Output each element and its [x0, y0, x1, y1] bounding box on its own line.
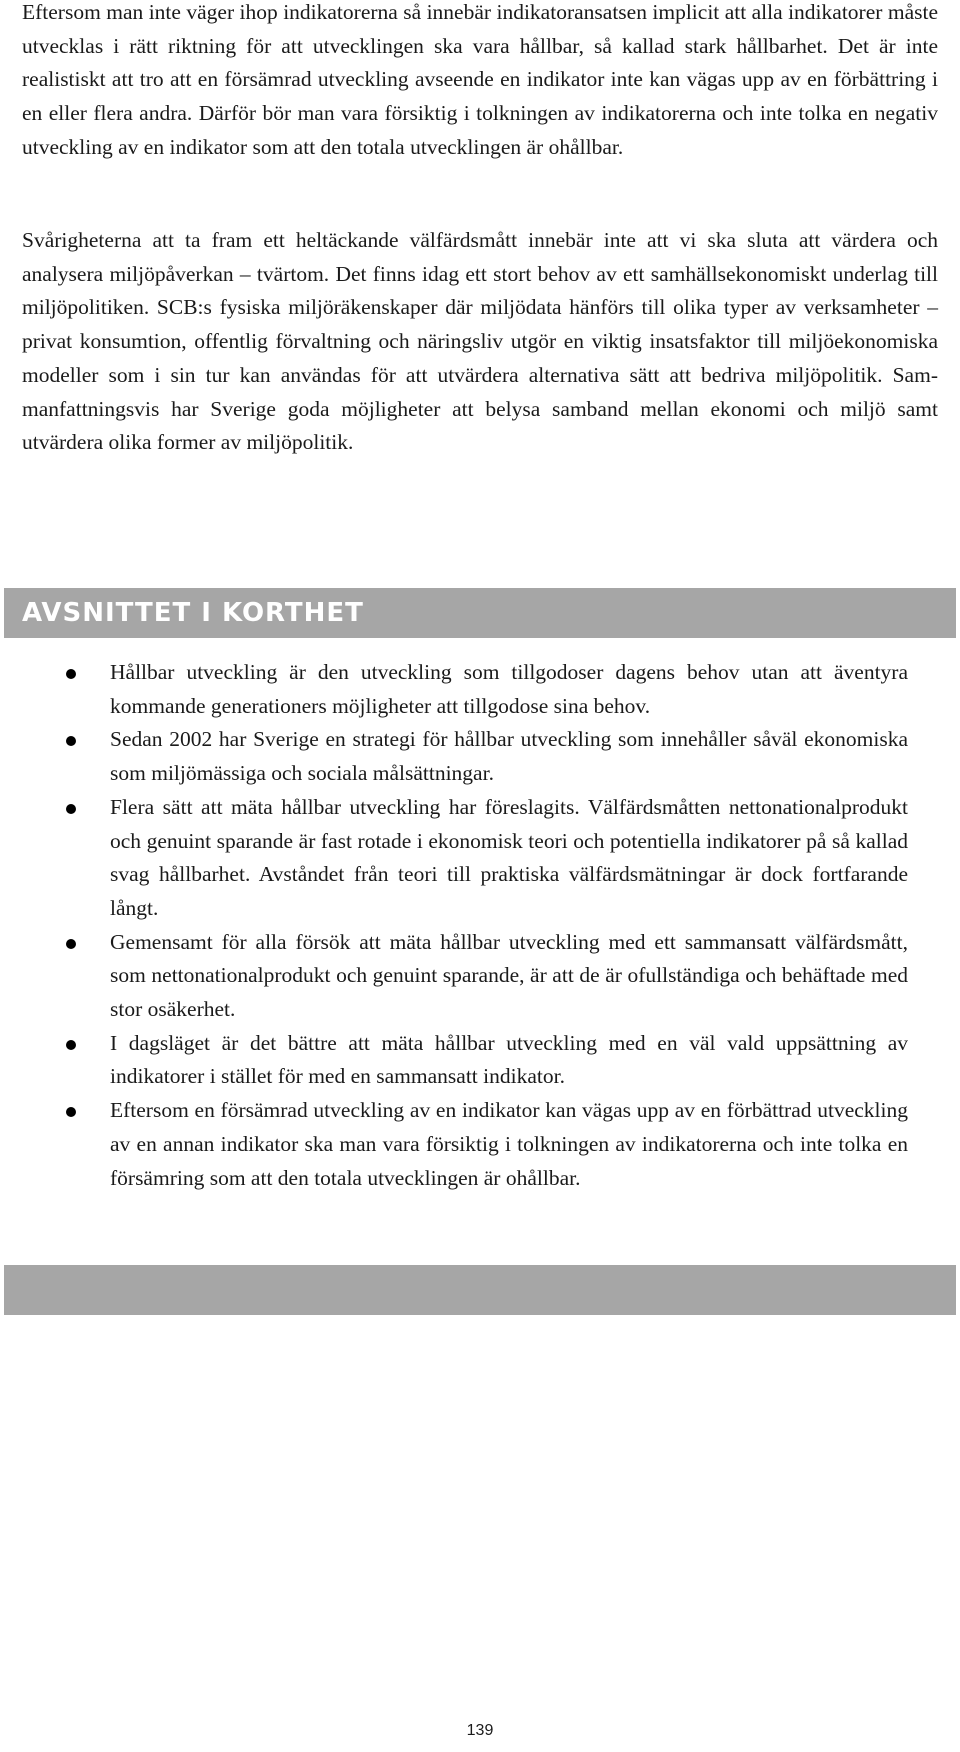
- list-item-text: Eftersom en försämrad utveckling av en indikator kan vägas upp av en förbättrad utveckling av en annan indikator ska man vara försiktig i tolkningen av indikatorerna och inte tolka en försämring som att den totala utvecklingen är ohållbar.: [110, 1098, 908, 1190]
- page-number: 139: [466, 1722, 494, 1739]
- bullet-icon: [66, 1107, 76, 1117]
- list-item: [0, 1094, 960, 1195]
- section-heading: AVSNITTET I KORTHET: [22, 598, 364, 628]
- bullet-icon: [66, 736, 76, 746]
- summary-bullet-list: [0, 656, 960, 1195]
- list-item-text: Gemensamt för alla försök att mäta hållbar utveckling med ett sammansatt välfärdsmått, som nettonationalprodukt och genuint sparande, är att de är ofullständiga och behäftade med stor osäkerhet.: [110, 929, 908, 1022]
- list-item-text: Flera sätt att mäta hållbar utveckling har föreslagits. Välfärdsmåtten nettonationalprodukt och genuint sparande är fast rotade i ekonomisk teori och potentiella indikatorer på så kallad svag hållbarhet. Avståndet från teori till praktiska välfärdsmätningar är dock fortfarande långt.: [110, 794, 908, 920]
- section-footer-bar: [4, 1265, 956, 1315]
- section-header-bar: [4, 588, 956, 638]
- bullet-icon: [66, 804, 76, 814]
- bullet-icon: [66, 669, 76, 679]
- list-item-text: Sedan 2002 har Sverige en strategi för hållbar utveckling som innehåller såväl ekonomiska som miljömässiga och sociala målsättningar.: [110, 727, 908, 786]
- list-item: [0, 791, 960, 926]
- list-item-text: Hållbar utveckling är den utveckling som tillgodoser dagens behov utan att äventyra kommande generationers möjligheter att tillgodose sina behov.: [110, 660, 908, 718]
- list-item: [0, 1027, 960, 1094]
- body-paragraph-1: Eftersom man inte väger ihop indikatorerna så innebär indikatoransatsen implicit att alla indikatorer måste utvecklas i rätt riktning för att utvecklingen ska vara hållbar, så kallad stark hållbarhet. Det är inte realistiskt att tro att en försämrad utveckling avseende en indikator inte kan vägas upp av en förbättring i en eller flera andra. Därför bör man vara försiktig i tolkningen av indikatorerna och inte tolka en negativ utveckling av en indikator som att den totala utvecklingen är ohållbar.: [22, 0, 938, 159]
- body-paragraph-2: Svårigheterna att ta fram ett heltäckande välfärdsmått innebär inte att vi ska sluta att värdera och analysera miljöpåverkan – tvärtom. Det finns idag ett stort behov av ett samhällsekonomiskt underlag till miljöpolitiken. SCB:s fysiska miljöräkenskaper där miljödata hänförs till olika typer av verksamheter – privat konsumtion, offentlig förvaltning och näringsliv utgör en viktig insatsfaktor till miljöekonomiska modeller som i sin tur kan användas för att utvärdera alternativa sätt att bedriva miljöpolitik. Sammanfattningsvis har Sverige goda möjligheter att belysa samband mellan ekonomi och miljö samt utvärdera olika former av miljöpolitik.: [22, 228, 938, 455]
- list-item: [0, 656, 960, 723]
- list-item: [0, 926, 960, 1027]
- bullet-icon: [66, 939, 76, 949]
- bullet-icon: [66, 1040, 76, 1050]
- list-item: [0, 723, 960, 790]
- list-item-text: I dagsläget är det bättre att mäta hållbar utveckling med en väl vald uppsättning av indikatorer i stället för med en sammansatt indikator.: [110, 1030, 908, 1089]
